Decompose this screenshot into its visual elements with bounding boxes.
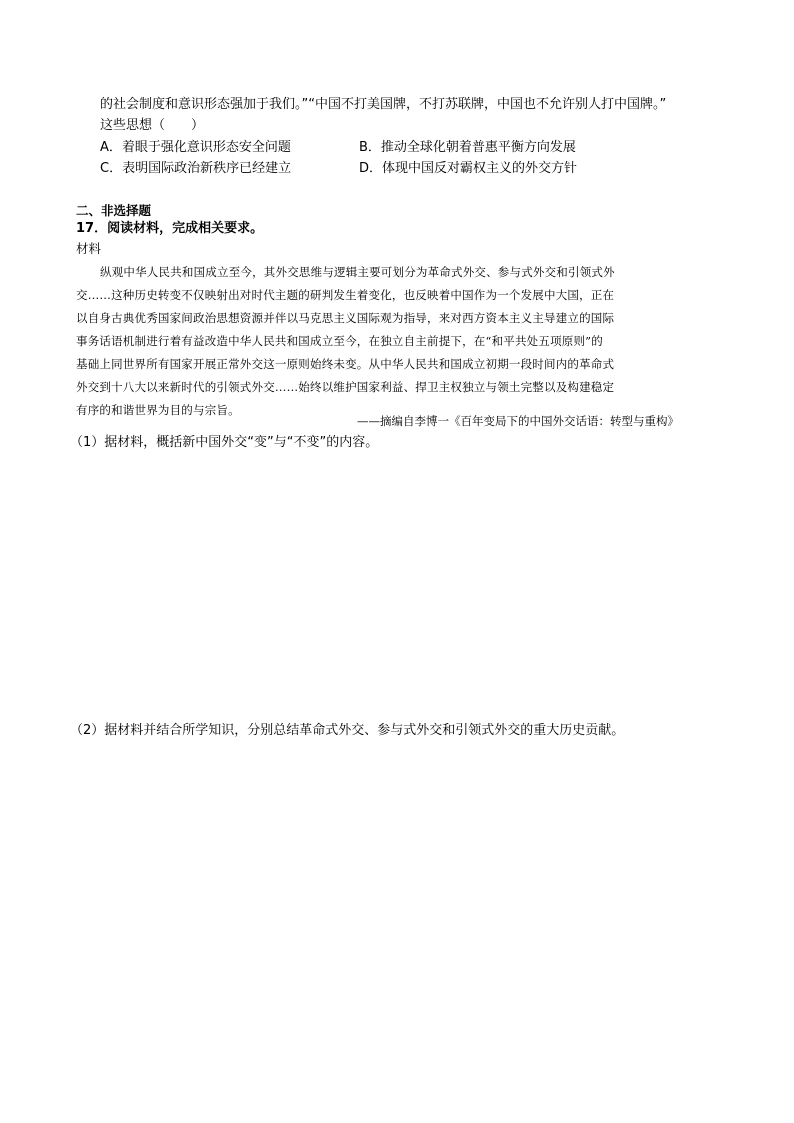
material-line: 纵观中华人民共和国成立至今，其外交思维与逻辑主要可划分为革命式外交、参与式外交和引领式外 — [100, 265, 615, 279]
sub-question-2: （2）据材料并结合所学知识，分别总结革命式外交、参与式外交和引领式外交的重大历史贡献。 — [70, 723, 625, 738]
material-line: 交……这种历史转变不仅映射出对时代主题的研判发生着变化，也反映着中国作为一个发展中大国，正在 — [76, 288, 615, 302]
section-heading: 二、非选择题 — [76, 203, 152, 218]
option-c[interactable]: C．表明国际政治新秩序已经建立 — [100, 161, 292, 176]
option-b[interactable]: B．推动全球化朝着普惠平衡方向发展 — [359, 140, 576, 155]
material-line: 事务话语机制进行着有益改造中华人民共和国成立至今，在独立自主前提下，在“和平共处五项原则”的 — [76, 334, 603, 348]
q17-title: 17．阅读材料，完成相关要求。 — [76, 221, 264, 236]
option-a[interactable]: A．着眼于强化意识形态安全问题 — [100, 140, 291, 155]
q16-stem-line2: 这些思想（ ） — [100, 118, 205, 133]
material-line: 外交到十八大以来新时代的引领式外交……始终以维护国家利益、捍卫主权独立与领土完整以及构建稳定 — [76, 380, 615, 394]
option-d[interactable]: D．体现中国反对霸权主义的外交方针 — [359, 161, 578, 176]
q16-stem-line1: 的社会制度和意识形态强加于我们。”“中国不打美国牌，不打苏联牌，中国也不允许别人打中国牌。” — [100, 97, 667, 112]
material-source: ——摘编自李博一《百年变局下的中国外交话语：转型与重构》 — [357, 414, 679, 428]
sub-question-1: （1）据材料，概括新中国外交“变”与“不变”的内容。 — [70, 435, 379, 450]
material-label: 材料 — [76, 241, 102, 256]
material-line: 以自身古典优秀国家间政治思想资源并伴以马克思主义国际观为指导，来对西方资本主义主导建立的国际 — [76, 311, 615, 325]
material-line: 有序的和谐世界为目的与宗旨。 — [76, 403, 240, 417]
material-line: 基础上同世界所有国家开展正常外交这一原则始终未变。从中华人民共和国成立初期一段时间内的革命式 — [76, 357, 615, 371]
